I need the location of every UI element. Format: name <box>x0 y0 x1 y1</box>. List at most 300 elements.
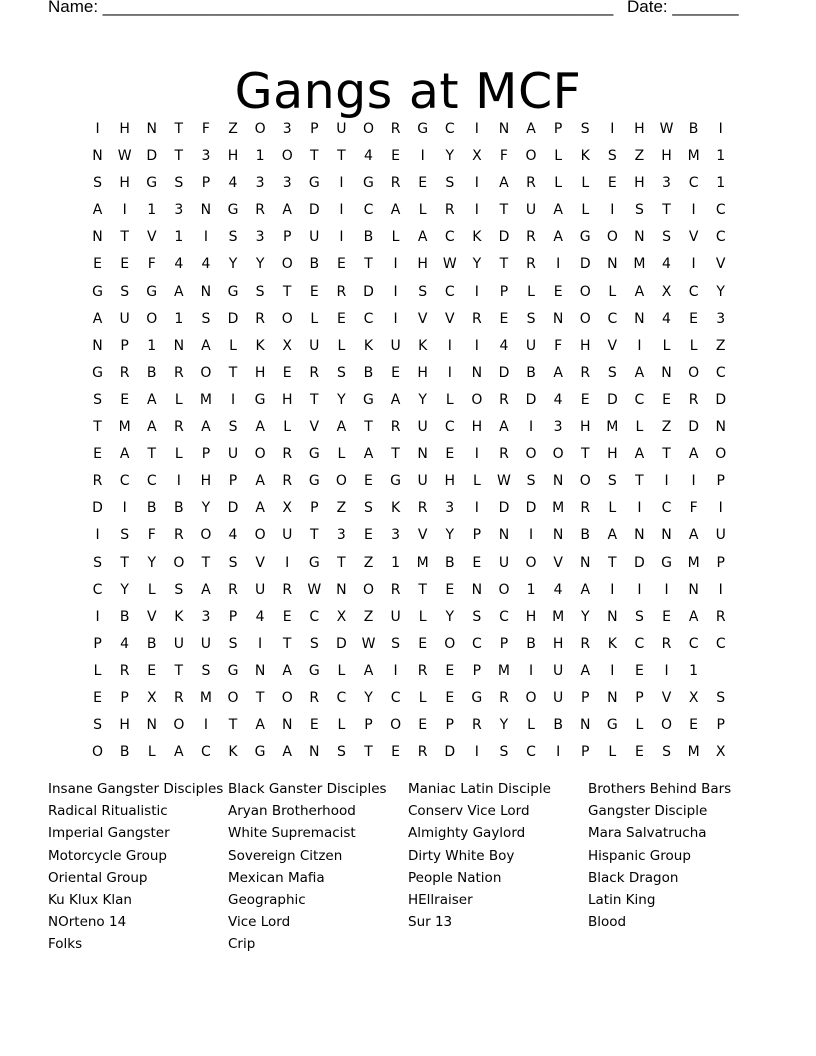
grid-letter: C <box>201 744 211 761</box>
grid-letter: P <box>364 717 373 734</box>
grid-row <box>84 222 734 249</box>
grid-letter: V <box>309 419 320 436</box>
grid-letter: E <box>282 364 292 381</box>
grid-letter: H <box>254 364 266 381</box>
grid-letter: S <box>201 310 211 327</box>
grid-letter: L <box>337 337 346 354</box>
grid-letter: L <box>608 500 617 517</box>
grid-letter: N <box>661 527 672 544</box>
grid-letter: 4 <box>201 256 211 273</box>
grid-letter: N <box>661 364 672 381</box>
grid-letter: C <box>471 635 482 652</box>
grid-letter: A <box>580 581 591 598</box>
grid-letter: A <box>688 608 699 625</box>
grid-letter: V <box>715 256 726 273</box>
grid-letter: Y <box>472 256 482 273</box>
grid-letter: L <box>174 446 183 463</box>
grid-letter: C <box>499 608 509 625</box>
grid-letter: W <box>307 581 322 598</box>
grid-letter: L <box>283 419 292 436</box>
grid-letter: G <box>254 391 266 408</box>
word-column <box>588 778 768 933</box>
grid-letter: D <box>92 500 103 517</box>
grid-letter: T <box>228 717 238 734</box>
grid-letter: C <box>390 689 401 706</box>
grid-letter: L <box>554 175 563 192</box>
grid-letter: H <box>607 446 618 463</box>
grid-letter: R <box>688 391 699 408</box>
grid-letter: H <box>634 175 645 192</box>
grid-letter: M <box>687 554 700 571</box>
grid-letter: N <box>579 717 591 734</box>
grid-letter: E <box>418 717 428 734</box>
grid-letter: A <box>255 500 265 517</box>
grid-letter: S <box>120 283 130 300</box>
grid-letter: B <box>309 256 320 273</box>
grid-letter: 3 <box>282 121 292 137</box>
grid-letter: C <box>715 635 726 652</box>
grid-letter: R <box>390 581 401 598</box>
grid-letter: D <box>336 635 347 652</box>
grid-letter: S <box>472 608 482 625</box>
grid-letter: 1 <box>255 148 265 165</box>
grid-letter: G <box>146 175 158 192</box>
grid-letter: V <box>607 337 618 354</box>
grid-letter: C <box>607 310 618 327</box>
grid-letter: I <box>474 446 479 463</box>
grid-letter: R <box>282 473 293 490</box>
grid-letter: G <box>417 121 429 137</box>
grid-letter: C <box>363 202 374 219</box>
grid-letter: A <box>580 662 591 679</box>
grid-letter: L <box>635 419 644 436</box>
grid-letter: D <box>579 256 591 273</box>
grid-letter: O <box>254 527 266 544</box>
grid-letter: O <box>281 689 293 706</box>
grid-letter: V <box>255 554 265 571</box>
grid-letter: 4 <box>499 337 509 354</box>
grid-letter: I <box>393 310 398 327</box>
grid-letter: L <box>527 283 535 300</box>
grid-letter: P <box>581 744 590 761</box>
grid-letter: 1 <box>689 662 699 679</box>
grid-letter: N <box>146 121 157 137</box>
grid-letter: G <box>363 175 374 192</box>
grid-letter: H <box>281 391 293 408</box>
grid-letter: A <box>119 446 130 463</box>
word-list-item: Oriental Group <box>48 869 148 886</box>
grid-letter: S <box>391 635 401 652</box>
grid-letter: N <box>715 419 726 436</box>
grid-letter: S <box>662 229 671 246</box>
grid-letter: S <box>336 364 346 381</box>
grid-letter: C <box>688 635 699 652</box>
grid-letter: W <box>659 121 674 137</box>
grid-letter: A <box>92 310 103 327</box>
grid-letter: X <box>336 608 347 625</box>
grid-letter: I <box>122 202 127 219</box>
grid-letter: H <box>119 121 130 137</box>
grid-letter: L <box>337 717 346 734</box>
grid-row <box>84 656 734 683</box>
grid-letter: X <box>282 337 292 354</box>
grid-letter: N <box>579 554 591 571</box>
grid-letter: 4 <box>553 581 563 598</box>
word-list-item: Radical Ritualistic <box>48 803 168 820</box>
grid-letter: V <box>444 310 455 327</box>
grid-letter: B <box>553 717 563 734</box>
grid-letter: H <box>417 256 428 273</box>
grid-row <box>84 575 734 602</box>
grid-letter: R <box>119 364 130 381</box>
grid-letter: C <box>444 121 455 137</box>
grid-letter: B <box>363 229 374 246</box>
grid-letter: P <box>635 689 644 706</box>
grid-letter: H <box>579 337 591 354</box>
grid-letter: P <box>228 608 238 625</box>
grid-letter: H <box>200 473 212 490</box>
grid-letter: S <box>255 283 265 300</box>
grid-letter: F <box>147 527 156 544</box>
grid-letter: T <box>418 581 427 598</box>
grid-letter: Z <box>661 419 672 436</box>
grid-letter: S <box>228 635 238 652</box>
grid-letter: K <box>228 744 238 761</box>
grid-letter: A <box>607 527 618 544</box>
grid-letter: E <box>93 689 102 706</box>
grid-letter: E <box>634 744 644 761</box>
grid-letter: V <box>688 229 699 246</box>
grid-letter: I <box>203 229 208 246</box>
grid-letter: Y <box>445 527 455 544</box>
letter-grid <box>84 114 734 764</box>
grid-letter: E <box>391 364 400 381</box>
grid-letter: N <box>336 581 347 598</box>
grid-letter: H <box>525 608 537 625</box>
grid-letter: O <box>200 527 212 544</box>
grid-letter: Y <box>201 500 211 517</box>
grid-letter: S <box>418 283 428 300</box>
word-list-item: Hispanic Group <box>588 847 691 864</box>
grid-letter: V <box>661 689 672 706</box>
grid-letter: N <box>688 581 699 598</box>
grid-letter: S <box>716 689 726 706</box>
grid-letter: O <box>227 689 239 706</box>
grid-letter: U <box>227 446 239 463</box>
grid-row <box>84 412 734 439</box>
grid-letter: S <box>634 608 644 625</box>
grid-letter: S <box>607 473 617 490</box>
grid-letter: 3 <box>174 202 184 219</box>
grid-letter: S <box>634 202 644 219</box>
grid-letter: I <box>393 256 398 273</box>
grid-letter: U <box>309 337 320 354</box>
grid-letter: X <box>688 689 699 706</box>
grid-letter: G <box>227 283 239 300</box>
grid-letter: N <box>281 717 293 734</box>
grid-letter: T <box>255 689 265 706</box>
grid-letter: U <box>282 527 293 544</box>
grid-letter: D <box>634 554 645 571</box>
grid-letter: I <box>474 500 479 517</box>
grid-letter: N <box>173 337 185 354</box>
grid-letter: S <box>93 717 102 734</box>
grid-letter: T <box>174 662 184 679</box>
grid-letter: D <box>227 310 239 327</box>
grid-letter: P <box>716 717 725 734</box>
grid-letter: E <box>472 554 482 571</box>
grid-letter: T <box>499 256 509 273</box>
grid-letter: A <box>201 337 211 354</box>
grid-letter: T <box>174 148 184 165</box>
grid-letter: T <box>310 527 319 544</box>
grid-letter: B <box>119 608 130 625</box>
grid-letter: D <box>308 202 320 219</box>
grid-letter: C <box>444 229 455 246</box>
grid-letter: 3 <box>201 148 211 165</box>
grid-letter: L <box>93 662 102 679</box>
grid-letter: Y <box>580 608 590 625</box>
grid-letter: C <box>634 635 645 652</box>
grid-letter: I <box>393 662 398 679</box>
grid-letter: O <box>552 446 564 463</box>
grid-letter: E <box>364 473 373 490</box>
grid-letter: L <box>608 283 617 300</box>
grid-letter: U <box>390 337 401 354</box>
grid-letter: R <box>417 500 428 517</box>
grid-letter: Y <box>418 391 427 408</box>
grid-letter: 3 <box>553 419 563 436</box>
grid-letter: M <box>552 608 565 625</box>
grid-letter: L <box>662 337 671 354</box>
grid-letter: A <box>634 446 645 463</box>
grid-letter: R <box>282 446 293 463</box>
word-list-item: Vice Lord <box>228 914 291 931</box>
grid-letter: L <box>147 744 156 761</box>
grid-letter: I <box>718 500 723 517</box>
grid-letter: 4 <box>662 256 671 273</box>
grid-letter: N <box>552 527 564 544</box>
grid-letter: I <box>664 581 669 598</box>
grid-letter: R <box>228 581 238 598</box>
word-column <box>48 778 228 956</box>
grid-letter: I <box>447 364 452 381</box>
grid-letter: I <box>474 175 479 192</box>
grid-letter: P <box>445 717 454 734</box>
grid-letter: T <box>93 419 102 436</box>
grid-letter: A <box>526 121 536 137</box>
grid-letter: B <box>146 635 157 652</box>
grid-letter: W <box>497 473 511 490</box>
word-list-item: Geographic <box>228 891 306 908</box>
word-list-item: Sur 13 <box>408 914 453 931</box>
grid-row <box>84 466 734 493</box>
grid-letter: P <box>93 635 102 652</box>
grid-letter: 1 <box>147 202 157 219</box>
grid-letter: G <box>146 283 158 300</box>
grid-letter: T <box>662 202 671 219</box>
grid-letter: G <box>606 717 618 734</box>
grid-letter: P <box>228 473 238 490</box>
grid-letter: O <box>606 229 618 246</box>
grid-letter: C <box>336 689 347 706</box>
grid-letter: P <box>201 446 211 463</box>
grid-letter: M <box>416 554 429 571</box>
grid-letter: A <box>363 446 374 463</box>
grid-letter: S <box>93 175 102 192</box>
grid-letter: E <box>607 175 617 192</box>
grid-letter: S <box>228 419 238 436</box>
grid-letter: V <box>553 554 563 571</box>
grid-letter: E <box>418 175 428 192</box>
grid-letter: S <box>174 581 184 598</box>
word-list-item: Motorcycle Group <box>48 847 167 864</box>
grid-letter: N <box>552 310 564 327</box>
grid-letter: E <box>580 391 590 408</box>
grid-letter: D <box>525 391 537 408</box>
grid-letter: A <box>146 419 157 436</box>
grid-letter: O <box>579 473 591 490</box>
grid-letter: I <box>393 283 398 300</box>
grid-letter: A <box>174 283 184 300</box>
grid-letter: G <box>227 662 239 679</box>
grid-letter: A <box>174 744 184 761</box>
grid-letter: U <box>119 310 130 327</box>
grid-letter: P <box>201 175 211 192</box>
grid-letter: R <box>92 473 103 490</box>
grid-letter: L <box>554 148 563 165</box>
grid-letter: Y <box>120 581 129 598</box>
grid-letter: T <box>201 554 211 571</box>
grid-letter: V <box>417 310 428 327</box>
grid-letter: C <box>92 581 103 598</box>
grid-letter: E <box>93 256 102 273</box>
grid-row <box>84 249 734 276</box>
grid-letter: X <box>472 148 482 165</box>
grid-letter: A <box>255 419 265 436</box>
grid-letter: N <box>634 527 645 544</box>
grid-letter: K <box>174 608 184 625</box>
grid-letter: R <box>417 744 428 761</box>
grid-letter: Y <box>228 256 238 273</box>
grid-letter: S <box>201 662 211 679</box>
grid-letter: 1 <box>174 310 184 327</box>
grid-letter: G <box>308 554 320 571</box>
grid-letter: C <box>119 473 130 490</box>
grid-letter: H <box>634 121 645 137</box>
grid-letter: P <box>282 229 292 246</box>
grid-letter: B <box>363 364 374 381</box>
grid-letter: R <box>336 283 347 300</box>
grid-letter: P <box>716 473 725 490</box>
grid-letter: V <box>146 608 157 625</box>
grid-letter: R <box>282 581 293 598</box>
grid-letter: N <box>634 229 645 246</box>
grid-letter: B <box>146 364 157 381</box>
grid-letter: G <box>308 473 320 490</box>
grid-letter: Y <box>255 256 265 273</box>
grid-letter: N <box>471 581 483 598</box>
grid-letter: I <box>474 121 479 137</box>
grid-letter: C <box>309 608 320 625</box>
word-list-item: Sovereign Citzen <box>228 847 343 864</box>
grid-letter: F <box>201 121 210 137</box>
grid-letter: I <box>339 202 344 219</box>
grid-letter: C <box>688 283 699 300</box>
grid-letter: C <box>715 364 726 381</box>
grid-letter: D <box>715 391 727 408</box>
grid-letter: R <box>390 121 401 137</box>
grid-letter: I <box>691 256 696 273</box>
grid-letter: G <box>308 175 320 192</box>
grid-letter: L <box>581 202 590 219</box>
word-list-item: Mara Salvatrucha <box>588 825 707 842</box>
grid-letter: A <box>634 364 645 381</box>
grid-letter: U <box>525 337 537 354</box>
grid-letter: 1 <box>391 554 401 571</box>
grid-letter: A <box>92 202 103 219</box>
grid-letter: S <box>228 554 238 571</box>
grid-letter: K <box>363 337 374 354</box>
grid-letter: T <box>337 554 346 571</box>
word-list-item: Imperial Gangster <box>48 825 170 842</box>
grid-letter: 1 <box>526 581 536 598</box>
grid-letter: S <box>662 744 671 761</box>
grid-letter: R <box>173 689 184 706</box>
grid-letter: L <box>391 229 400 246</box>
grid-letter: A <box>499 419 509 436</box>
grid-letter: O <box>173 717 185 734</box>
grid-letter: B <box>526 635 536 652</box>
word-list-item: Brothers Behind Bars <box>588 781 732 797</box>
grid-letter: T <box>310 148 319 165</box>
grid-row <box>84 602 734 629</box>
grid-letter: E <box>336 310 346 327</box>
grid-letter: I <box>718 121 723 137</box>
grid-letter: B <box>526 364 536 381</box>
grid-letter: D <box>498 364 510 381</box>
word-list-item: Conserv Vice Lord <box>408 803 530 820</box>
grid-letter: I <box>258 635 263 652</box>
grid-letter: T <box>499 202 509 219</box>
grid-letter: R <box>580 500 591 517</box>
grid-letter: F <box>689 500 698 517</box>
word-list-item: Gangster Disciple <box>588 803 708 820</box>
grid-letter: O <box>579 283 591 300</box>
grid-letter: A <box>417 229 428 246</box>
grid-row <box>84 710 734 737</box>
grid-letter: K <box>472 229 482 246</box>
grid-letter: R <box>309 689 320 706</box>
grid-row <box>84 520 734 547</box>
grid-letter: 1 <box>174 229 184 246</box>
grid-letter: P <box>120 689 129 706</box>
word-list-item: Ku Klux Klan <box>48 891 132 908</box>
grid-letter: L <box>472 473 481 490</box>
grid-letter: A <box>553 229 563 246</box>
grid-letter: O <box>362 121 374 137</box>
grid-letter: N <box>200 283 212 300</box>
grid-letter: H <box>227 148 239 165</box>
grid-letter: O <box>525 554 537 571</box>
grid-letter: R <box>309 364 320 381</box>
grid-letter: A <box>499 175 509 192</box>
grid-letter: I <box>556 744 561 761</box>
grid-letter: E <box>634 662 644 679</box>
grid-letter: C <box>444 283 455 300</box>
grid-letter: H <box>552 635 564 652</box>
grid-letter: L <box>418 689 427 706</box>
